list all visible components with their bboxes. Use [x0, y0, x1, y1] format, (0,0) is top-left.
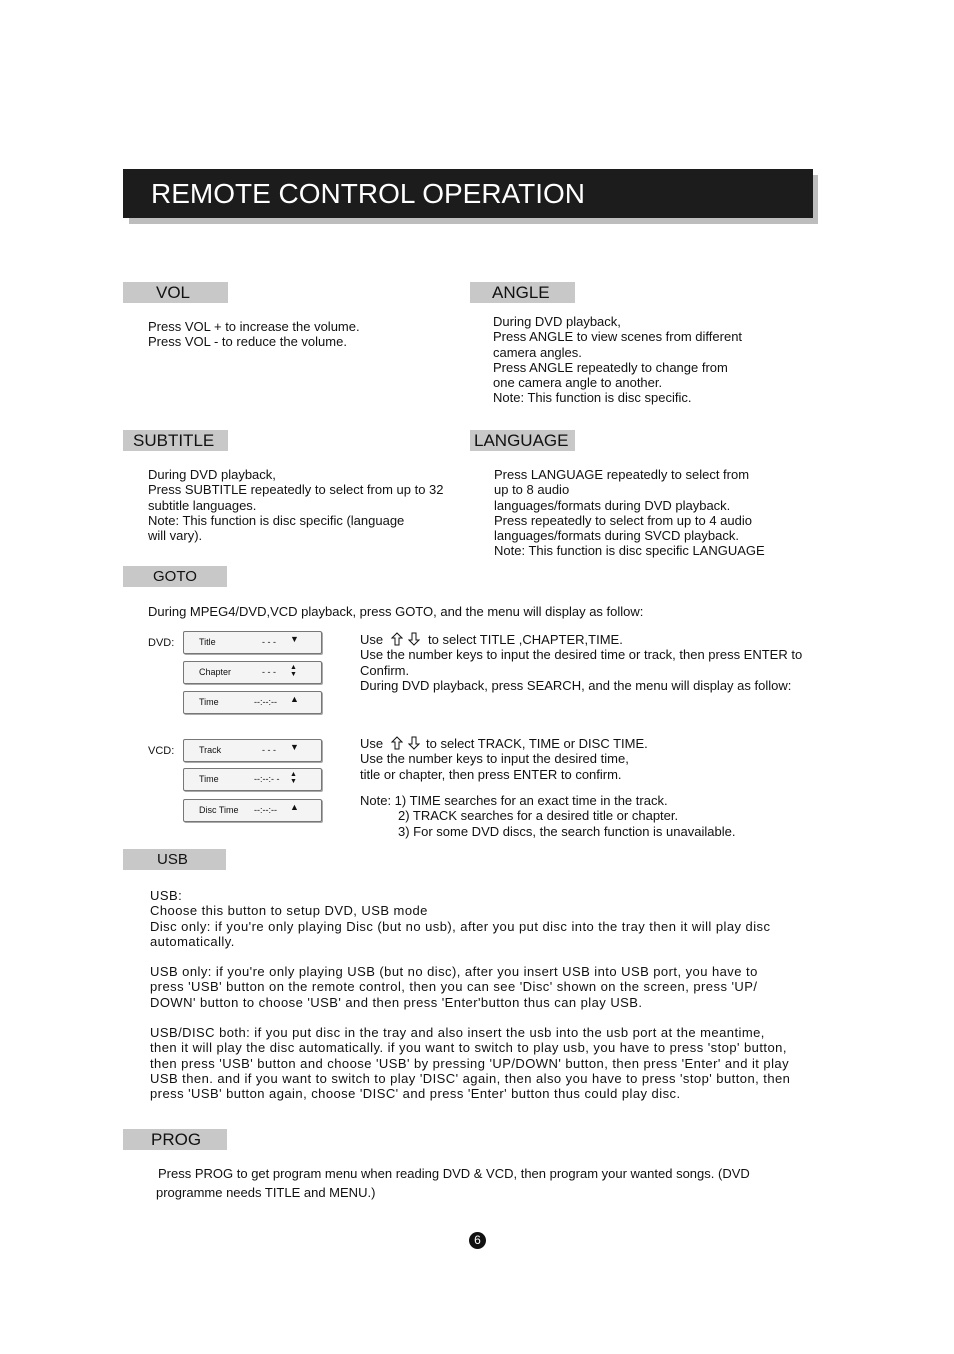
angle-section-label: ANGLE — [470, 282, 575, 303]
usb-text-usb-only: USB only: if you're only playing USB (but no disc), after you insert USB into USB port, you have to press 'USB' button on the remote control, then you can see 'Disc' shown on the screen, press 'UP/ DOWN' button to choose 'USB' and then press 'Enter'button thus can play USB. — [150, 964, 758, 1010]
vcd-osd-row-track: Track - - - ▼ — [183, 739, 322, 762]
vcd-osd-row-disc-time: Disc Time --:--:-- ▲ — [183, 799, 322, 822]
usb-text-usb-disc-both: USB/DISC both: if you put disc in the tray and also insert the usb into the usb port at the meantime, then it will play the disc automatically. if you want to switch to play usb, you have to press 'stop' button, then press 'USB' button and choose 'USB' by pressing 'UP/DOWN' button, then press 'Enter' and it play USB then. and if you want to switch to play 'DISC' again, then also you have to press 'stop' button, then press 'USB' button again, choose 'DISC' and press 'Enter' button thus could play disc. — [150, 1025, 791, 1102]
up-arrow-icon: ▲ — [290, 694, 299, 704]
down-arrow-icon: ▼ — [290, 634, 299, 644]
vol-text: Press VOL + to increase the volume. Press VOL - to reduce the volume. — [148, 319, 360, 350]
usb-text-disc-only: USB: Choose this button to setup DVD, USB mode Disc only: if you're only playing Disc (but no usb), after you put disc into the tray then it will play disc automatically. — [150, 888, 771, 949]
dvd-osd-row-title: Title - - - ▼ — [183, 631, 322, 654]
prog-section-label: PROG — [123, 1129, 227, 1150]
page-title: REMOTE CONTROL OPERATION — [151, 178, 586, 209]
down-arrow-outline-icon — [408, 736, 420, 750]
goto-intro: During MPEG4/DVD,VCD playback, press GOTO, and the menu will display as follow: — [148, 604, 644, 619]
title-bar — [123, 169, 813, 218]
language-section-label: LANGUAGE — [470, 430, 575, 451]
up-down-arrow-icon: ▲▼ — [290, 664, 297, 678]
subtitle-section-label: SUBTITLE — [123, 430, 228, 451]
dvd-goto-text: Use to select TITLE ,CHAPTER,TIME. Use the number keys to input the desired time or track, then press ENTER to Confirm. During DVD playback, press SEARCH, and the menu will display as follow: — [360, 632, 803, 693]
dvd-osd-row-chapter: Chapter - - - ▲▼ — [183, 661, 322, 684]
down-arrow-icon: ▼ — [290, 742, 299, 752]
up-down-arrow-icon: ▲▼ — [290, 771, 297, 785]
vol-section-label: VOL — [123, 282, 228, 303]
vcd-osd-row-time: Time --:--:- - ▲▼ — [183, 768, 322, 791]
subtitle-text: During DVD playback, Press SUBTITLE repeatedly to select from up to 32 subtitle languages. Note: This function is disc specific (language will vary). — [148, 467, 444, 544]
goto-notes: Note: 1) TIME searches for an exact time in the track. 2) TRACK searches for a desired title or chapter. 3) For some DVD discs, the search function is unavailable. — [360, 793, 736, 839]
angle-text: During DVD playback, Press ANGLE to view scenes from different camera angles. Press ANGLE repeatedly to change from one camera angle to another. Note: This function is disc specific. — [493, 314, 743, 406]
language-text: Press LANGUAGE repeatedly to select from up to 8 audio languages/formats during DVD playback. Press repeatedly to select from up to 4 audio languages/formats during SVCD playback. Note: This function is disc specific LANGUAGE — [494, 467, 765, 559]
up-arrow-outline-icon — [391, 632, 403, 646]
down-arrow-outline-icon — [408, 632, 420, 646]
usb-section-label: USB — [123, 849, 226, 870]
up-arrow-outline-icon — [391, 736, 403, 750]
goto-section-label: GOTO — [123, 566, 227, 587]
vcd-osd-label: VCD: — [148, 745, 175, 757]
page-number: 6 — [469, 1232, 486, 1249]
dvd-osd-row-time: Time --:--:-- ▲ — [183, 691, 322, 714]
up-arrow-icon: ▲ — [290, 802, 299, 812]
vcd-goto-text: Use to select TRACK, TIME or DISC TIME. Use the number keys to input the desired time, title or chapter, then press ENTER to confirm. — [360, 736, 648, 782]
prog-text: Press PROG to get program menu when reading DVD & VCD, then program your wanted songs. (DVD programme needs TITLE and MENU.) — [156, 1166, 750, 1200]
dvd-osd-label: DVD: — [148, 637, 175, 649]
